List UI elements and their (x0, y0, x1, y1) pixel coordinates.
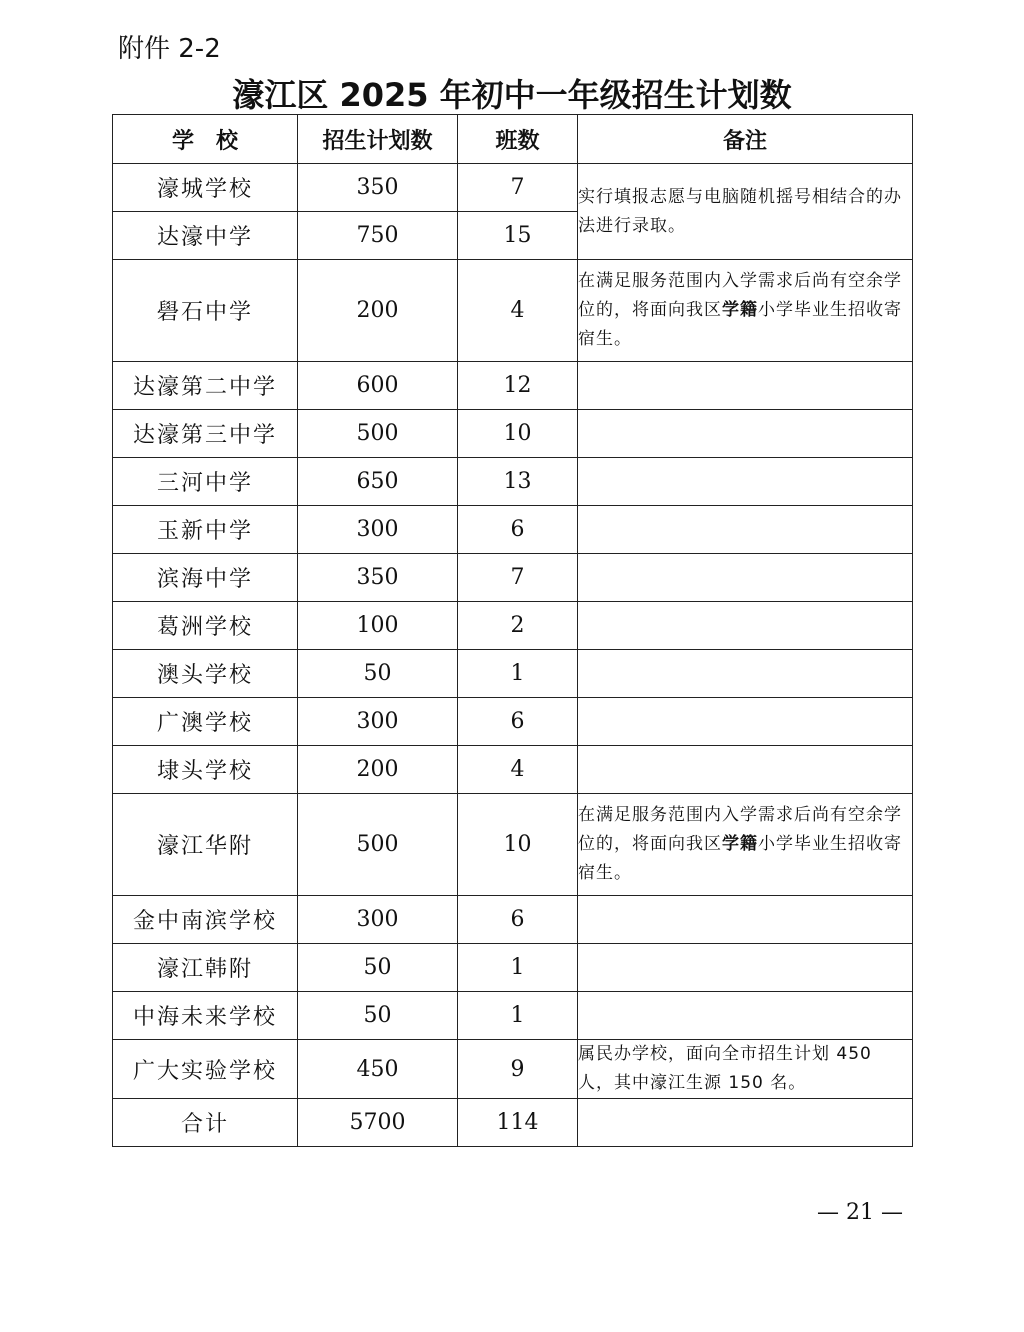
note-cell (578, 458, 913, 506)
school-name: 三河中学 (113, 458, 298, 506)
note-cell (578, 410, 913, 458)
school-name: 葛洲学校 (113, 602, 298, 650)
school-name: 濠城学校 (113, 164, 298, 212)
plan-count: 100 (298, 602, 458, 650)
plan-count: 50 (298, 992, 458, 1040)
header-notes: 备注 (578, 115, 913, 164)
class-count: 6 (458, 698, 578, 746)
note-cell (578, 896, 913, 944)
class-count: 10 (458, 410, 578, 458)
note-cell (578, 260, 913, 362)
class-count: 7 (458, 554, 578, 602)
school-name: 濠江华附 (113, 794, 298, 896)
school-name: 中海未来学校 (113, 992, 298, 1040)
note-cell (578, 944, 913, 992)
note-cell (578, 1099, 913, 1147)
class-count: 13 (458, 458, 578, 506)
note-text: 小学毕业生招收寄宿生。 (578, 300, 902, 349)
header-classes: 班数 (458, 115, 578, 164)
school-name: 广大实验学校 (113, 1040, 298, 1099)
class-count: 12 (458, 362, 578, 410)
table-row (113, 506, 913, 554)
note-cell (578, 554, 913, 602)
table-row (113, 602, 913, 650)
table-row (113, 944, 913, 992)
class-count: 4 (458, 746, 578, 794)
plan-count: 50 (298, 944, 458, 992)
plan-count: 300 (298, 896, 458, 944)
plan-count: 450 (298, 1040, 458, 1099)
note-emphasis: 学籍 (722, 300, 758, 320)
table-row (113, 896, 913, 944)
plan-count: 300 (298, 698, 458, 746)
class-count: 4 (458, 260, 578, 362)
table-row (113, 992, 913, 1040)
note-cell: 属民办学校，面向全市招生计划 450 人，其中濠江生源 150 名。 (578, 1040, 913, 1099)
school-name: 玉新中学 (113, 506, 298, 554)
class-count: 15 (458, 212, 578, 260)
school-name: 礐石中学 (113, 260, 298, 362)
plan-count: 200 (298, 746, 458, 794)
table-row (113, 362, 913, 410)
note-cell (578, 650, 913, 698)
table-row (113, 164, 913, 212)
total-classes: 114 (458, 1099, 578, 1147)
school-name: 滨海中学 (113, 554, 298, 602)
table-row (113, 650, 913, 698)
table-header-row (113, 115, 913, 164)
class-count: 6 (458, 506, 578, 554)
note-text: 在满足服务范围内入学需求后尚有空余学位的，将面向我区 (578, 805, 902, 854)
note-emphasis: 学籍 (722, 834, 758, 854)
note-cell (578, 746, 913, 794)
school-name: 濠江韩附 (113, 944, 298, 992)
note-cell (578, 362, 913, 410)
plan-count: 600 (298, 362, 458, 410)
note-cell: 实行填报志愿与电脑随机摇号相结合的办法进行录取。 (578, 164, 913, 260)
school-name: 金中南滨学校 (113, 896, 298, 944)
page-number: — 21 — (817, 1200, 903, 1225)
class-count: 1 (458, 944, 578, 992)
document-title: 濠江区 2025 年初中一年级招生计划数 (232, 76, 792, 114)
class-count: 1 (458, 650, 578, 698)
class-count: 1 (458, 992, 578, 1040)
school-name: 埭头学校 (113, 746, 298, 794)
class-count: 9 (458, 1040, 578, 1099)
header-school: 学 校 (113, 115, 298, 164)
plan-count: 350 (298, 554, 458, 602)
note-cell (578, 506, 913, 554)
note-cell (578, 794, 913, 896)
table-row (113, 1040, 913, 1099)
school-name: 达濠中学 (113, 212, 298, 260)
class-count: 7 (458, 164, 578, 212)
enrollment-plan-table (112, 114, 913, 1147)
total-label: 合计 (113, 1099, 298, 1147)
plan-count: 650 (298, 458, 458, 506)
table-row (113, 698, 913, 746)
plan-count: 500 (298, 410, 458, 458)
note-cell (578, 992, 913, 1040)
plan-count: 50 (298, 650, 458, 698)
table-row (113, 410, 913, 458)
class-count: 2 (458, 602, 578, 650)
plan-count: 200 (298, 260, 458, 362)
note-text: 小学毕业生招收寄宿生。 (578, 834, 902, 883)
school-name: 澳头学校 (113, 650, 298, 698)
plan-count: 300 (298, 506, 458, 554)
note-text: 在满足服务范围内入学需求后尚有空余学位的，将面向我区 (578, 271, 902, 320)
class-count: 6 (458, 896, 578, 944)
note-cell (578, 698, 913, 746)
header-plan: 招生计划数 (298, 115, 458, 164)
table-row (113, 260, 913, 362)
school-name: 达濠第二中学 (113, 362, 298, 410)
school-name: 广澳学校 (113, 698, 298, 746)
class-count: 10 (458, 794, 578, 896)
table-row (113, 794, 913, 896)
table-row (113, 458, 913, 506)
note-cell (578, 602, 913, 650)
table-row (113, 554, 913, 602)
school-name: 达濠第三中学 (113, 410, 298, 458)
total-plan: 5700 (298, 1099, 458, 1147)
total-row (113, 1099, 913, 1147)
table-row (113, 746, 913, 794)
plan-count: 500 (298, 794, 458, 896)
plan-count: 350 (298, 164, 458, 212)
attachment-label: 附件 2-2 (118, 34, 221, 64)
plan-count: 750 (298, 212, 458, 260)
